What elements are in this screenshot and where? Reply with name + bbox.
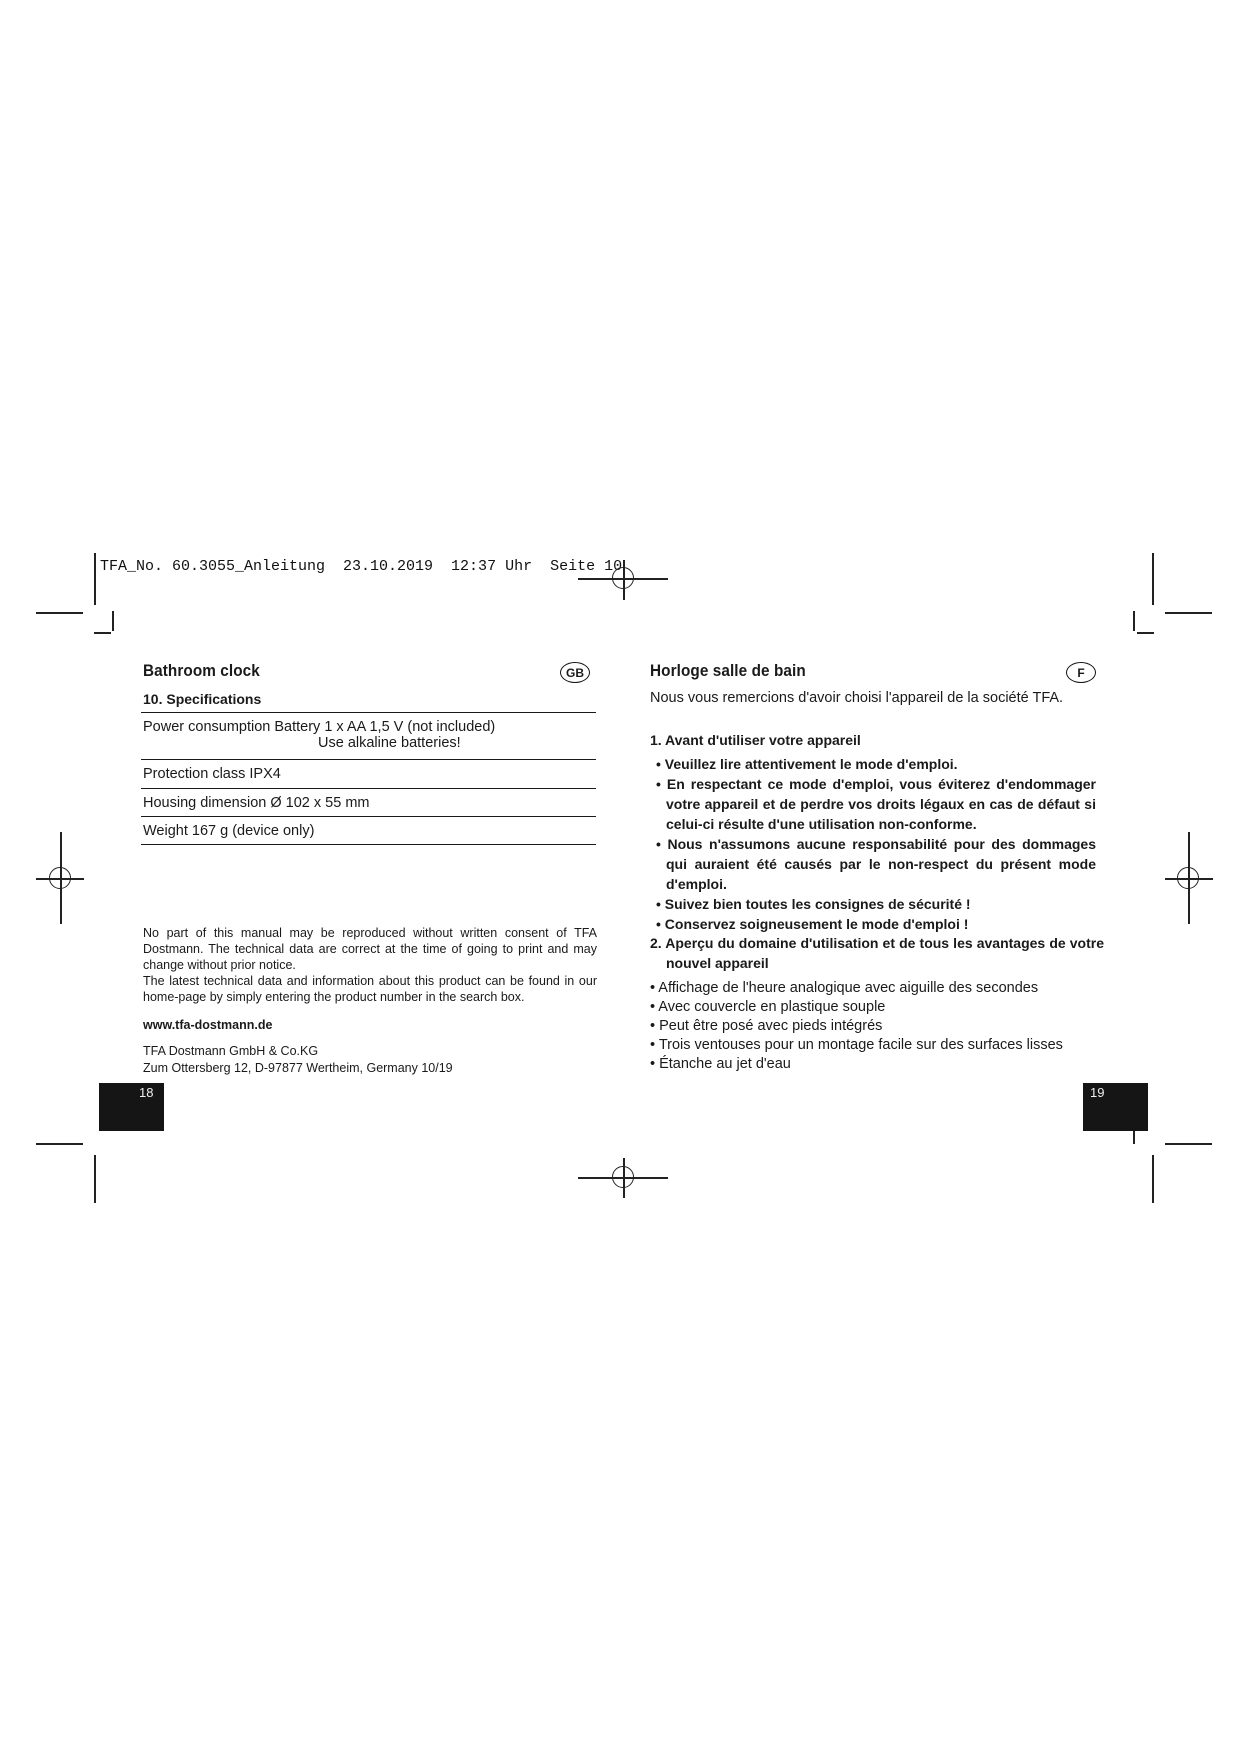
section-2-heading: 2. Aperçu du domaine d'utilisation et de tous les avantages de votre nouvel appareil bbox=[650, 935, 1104, 971]
legal-notice bbox=[143, 925, 597, 1005]
list-item: • Avec couvercle en plastique souple bbox=[650, 999, 886, 1015]
spec-row bbox=[141, 759, 596, 788]
list-item: • Conservez soigneusement le mode d'emploi ! bbox=[656, 916, 969, 932]
list-item: • Veuillez lire attentivement le mode d'emploi. bbox=[656, 756, 958, 772]
list-item: • Peut être posé avec pieds intégrés bbox=[650, 1018, 883, 1034]
section-1-list bbox=[650, 754, 1096, 934]
list-item: • Affichage de l'heure analogique avec aiguille des secondes bbox=[650, 980, 1039, 996]
spec-text: Power consumption Battery 1 x AA 1,5 V (not included) bbox=[143, 719, 496, 735]
page-number: 19 bbox=[1090, 1085, 1105, 1100]
page-number: 18 bbox=[139, 1085, 154, 1100]
copyright-text: No part of this manual may be reproduced without written consent of TFA Dostmann. The technical data are correct at the time of going to print and may change without prior notice. bbox=[143, 926, 597, 972]
spec-text: Weight 167 g (device only) bbox=[143, 823, 315, 839]
section-1-heading: 1. Avant d'utiliser votre appareil bbox=[650, 732, 861, 748]
company-address: Zum Ottersberg 12, D-97877 Wertheim, Germany 10/19 bbox=[143, 1061, 453, 1075]
spec-row bbox=[141, 712, 596, 759]
company-name: TFA Dostmann GmbH & Co.KG bbox=[143, 1044, 319, 1058]
spec-text: Protection class IPX4 bbox=[143, 766, 281, 782]
spec-note: Use alkaline batteries! bbox=[318, 735, 461, 751]
language-badge-gb: GB bbox=[560, 662, 590, 683]
section-2-list bbox=[650, 979, 1100, 1074]
list-item: • Étanche au jet d'eau bbox=[650, 1056, 791, 1072]
list-item: • Trois ventouses pour un montage facile sur des surfaces lisses bbox=[650, 1037, 1063, 1053]
list-item: • En respectant ce mode d'emploi, vous éviterez d'endommager votre appareil et de perdre vos droits légaux en cas de défaut si celui-ci résulte d'une utilisation non-conforme. bbox=[656, 776, 1096, 832]
spec-row bbox=[141, 816, 596, 845]
list-item: • Nous n'assumons aucune responsabilité pour des dommages qui auraient été causés par le non-respect du présent mode d'emploi. bbox=[656, 836, 1096, 892]
technical-data-text: The latest technical data and information about this product can be found in our home-page by simply entering the product number in the search box. bbox=[143, 974, 597, 1004]
left-page-title: Bathroom clock bbox=[143, 661, 260, 680]
list-item: • Suivez bien toutes les consignes de sécurité ! bbox=[656, 896, 971, 912]
specifications-heading: 10. Specifications bbox=[143, 691, 262, 707]
intro-text: Nous vous remercions d'avoir choisi l'appareil de la société TFA. bbox=[650, 690, 1064, 706]
spec-text: Housing dimension Ø 102 x 55 mm bbox=[143, 795, 370, 811]
page-number-tab bbox=[99, 1083, 164, 1131]
spec-row bbox=[141, 788, 596, 816]
website-link[interactable]: www.tfa-dostmann.de bbox=[143, 1018, 273, 1032]
right-page-title: Horloge salle de bain bbox=[650, 661, 806, 680]
language-badge-f: F bbox=[1066, 662, 1096, 683]
print-header: TFA_No. 60.3055_Anleitung 23.10.2019 12:37 Uhr Seite 10 bbox=[100, 558, 623, 575]
specifications-table bbox=[141, 712, 596, 845]
page-number-tab bbox=[1083, 1083, 1148, 1131]
